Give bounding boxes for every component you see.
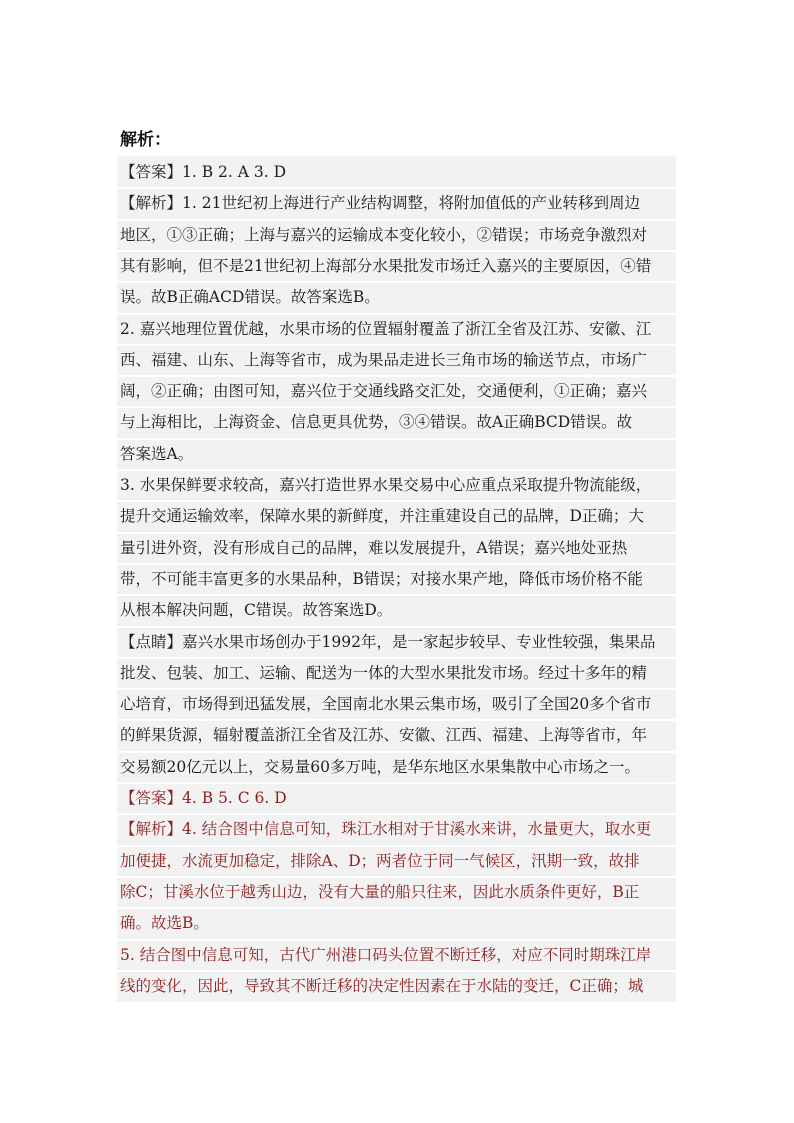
text-line: 误。故B正确ACD错误。故答案选B。 [120,288,380,307]
line-separator [117,563,676,565]
text-line: 与上海相比，上海资金、信息更具优势，③④错误。故A正确BCD错误。故 [120,413,633,432]
text-line: 【答案】1. B 2. A 3. D [120,163,287,181]
text-line: 的鲜果货源，辐射覆盖浙江全省及江苏、安徽、江西、福建、上海等省市，年 [120,726,648,745]
line-separator [117,594,676,596]
text-line: 其有影响，但不是21世纪初上海部分水果批发市场迁入嘉兴的主要原因，④错 [120,256,652,275]
text-line: 阔，②正确；由图可知，嘉兴位于交通线路交汇处，交通便利，①正确；嘉兴 [120,382,648,401]
text-line: 从根本解决问题，C错误。故答案选D。 [120,601,393,620]
line-separator [117,281,676,283]
text-line: 答案选A。 [120,444,194,463]
line-separator [117,939,676,941]
text-line: 【解析】4. 结合图中信息可知，珠江水相对于甘溪水来讲，水量更大，取水更 [120,820,652,839]
text-line: 【答案】4. B 5. C 6. D [120,789,287,807]
line-separator [117,375,676,377]
text-line: 线的变化，因此，导致其不断迁移的决定性因素在于水陆的变迁，C正确；城 [120,976,644,995]
line-separator [117,532,676,534]
line-separator [117,469,676,471]
line-separator [117,970,676,972]
text-line: 2. 嘉兴地理位置优越，水果市场的位置辐射覆盖了浙江全省及江苏、安徽、江 [120,319,652,338]
line-separator [117,187,676,189]
text-line: 【点睛】嘉兴水果市场创办于1992年，是一家起步较早、专业性较强，集果品 [120,632,656,651]
text-line: 5. 结合图中信息可知，古代广州港口码头位置不断迁移，对应不同时期珠江岸 [120,945,652,964]
text-line: 提升交通运输效率，保障水果的新鲜度，并注重建设自己的品牌，D正确；大 [120,507,644,526]
line-separator [117,907,676,909]
line-separator [117,688,676,690]
line-separator [117,344,676,346]
line-separator [117,500,676,502]
text-line: 加便捷，水流更加稳定，排除A、D；两者位于同一气候区，汛期一致，故排 [120,851,640,870]
line-separator [117,438,676,440]
section-heading: 解析： [120,130,171,150]
answer-explanation-block [117,156,676,1002]
text-line: 量引进外资，没有形成自己的品牌，难以发展提升，A错误；嘉兴地处亚热 [120,538,628,557]
line-separator [117,876,676,878]
line-separator [117,751,676,753]
line-separator [117,313,676,315]
line-separator [117,657,676,659]
text-line: 地区，①③正确；上海与嘉兴的运输成本变化较小，②错误；市场竞争激烈对 [120,225,648,244]
line-separator [117,626,676,628]
line-separator [117,845,676,847]
line-separator [117,813,676,815]
line-separator [117,719,676,721]
text-line: 心培育，市场得到迅猛发展，全国南北水果云集市场，吸引了全国20多个省市 [120,695,652,714]
text-line: 【解析】1. 21世纪初上海进行产业结构调整，将附加值低的产业转移到周边 [120,194,640,213]
text-line: 西、福建、山东、上海等省市，成为果品走进长三角市场的输送节点，市场广 [120,350,648,369]
line-separator [117,406,676,408]
line-separator [117,219,676,221]
text-line: 3. 水果保鲜要求较高，嘉兴打造世界水果交易中心应重点采取提升物流能级， [120,476,652,494]
text-line: 除C；甘溪水位于越秀山边，没有大量的船只往来，因此水质条件更好，B正 [120,882,640,901]
text-line: 确。故选B。 [120,914,209,933]
text-line: 批发、包装、加工、运输、配送为一体的大型水果批发市场。经过十多年的精 [120,663,648,682]
line-separator [117,250,676,252]
text-line: 带，不可能丰富更多的水果品种，B错误；对接水果产地，降低市场价格不能 [120,569,643,588]
text-line: 交易额20亿元以上，交易量60多万吨，是华东地区水果集散中心市场之一。 [120,757,640,776]
line-separator [117,782,676,784]
